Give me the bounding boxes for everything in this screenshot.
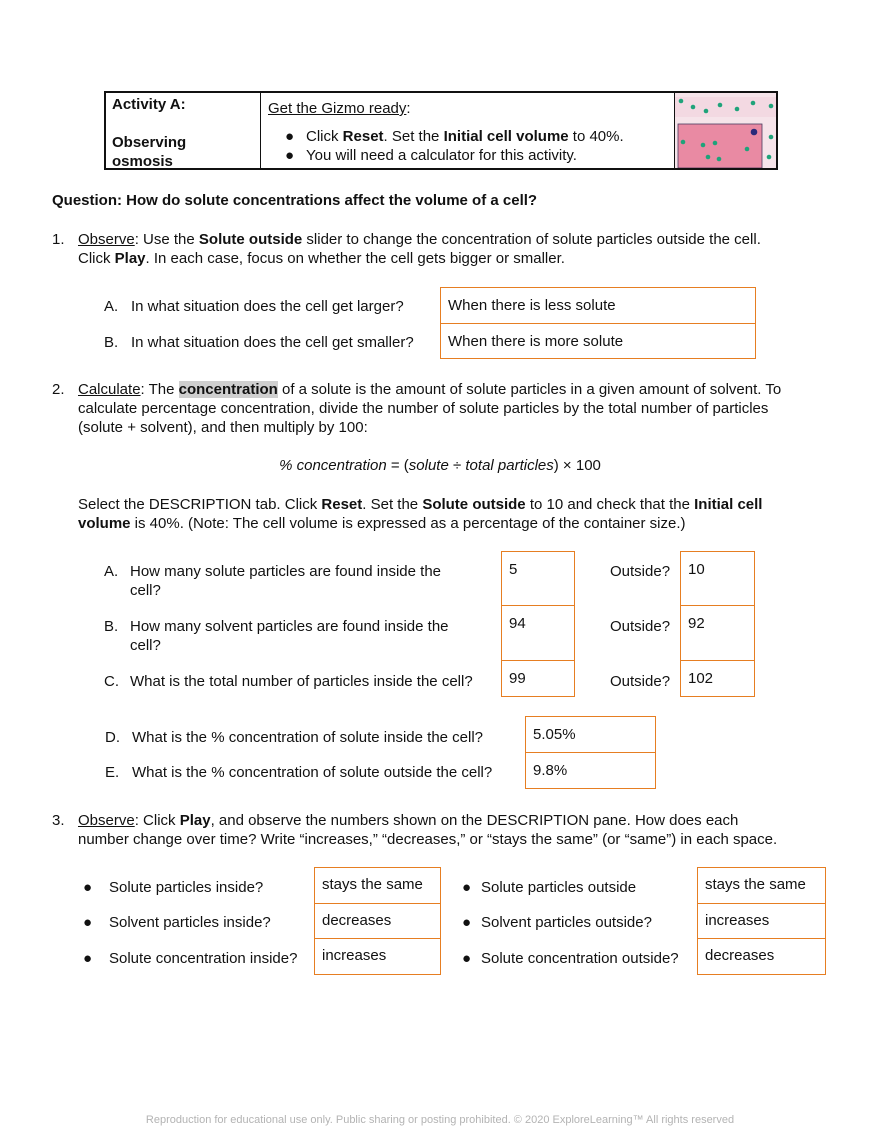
gizmo-ready-heading: Get the Gizmo ready	[268, 100, 407, 117]
instr-text-a: Select the DESCRIPTION tab. Click	[78, 496, 322, 513]
solute-particle	[769, 135, 774, 140]
solute-particle	[704, 109, 709, 114]
bullet-1-text-c: to 40%.	[568, 128, 624, 145]
bullet-glyph: ●	[83, 914, 93, 931]
q2e-answer-field[interactable]: 9.8%	[525, 752, 656, 789]
q2e-letter: E.	[105, 764, 120, 781]
play-emphasis: Play	[179, 812, 211, 829]
q1a-letter: A.	[104, 298, 119, 315]
q2-prompt	[78, 380, 858, 437]
bullet-glyph: ●	[285, 147, 295, 164]
q2-text-line3: (solute + solvent), and then multiply by 100:	[78, 419, 368, 436]
bullet-2-text: You will need a calculator for this activity.	[306, 147, 577, 164]
q2b-text-line1: How many solvent particles are found inside the	[130, 618, 449, 635]
q2c-outside-field[interactable]: 102	[680, 660, 755, 697]
gizmo-thumbnail	[675, 93, 776, 168]
q3-right-answer-1[interactable]: stays the same	[697, 867, 826, 904]
q2-text-line2: calculate percentage concentration, divide the number of solute particles by the total number of particles	[78, 400, 769, 417]
q2b-inside-field[interactable]: 94	[501, 605, 575, 661]
formula-op-divide: ÷	[448, 457, 466, 474]
instruction-bullet-1	[268, 127, 667, 146]
q2b-outside-label: Outside?	[610, 618, 671, 635]
solute-particle	[691, 105, 696, 110]
q3-left-answer-3[interactable]: increases	[314, 938, 441, 975]
q2d-letter: D.	[105, 729, 120, 746]
q1-text-b: slider to change the concentration of solute particles outside the cell.	[302, 231, 761, 248]
q2b-text-line2: cell?	[130, 637, 161, 654]
q2-label: Calculate	[78, 381, 141, 398]
q2a-inside-field[interactable]: 5	[501, 551, 575, 606]
instr-text-c: to 10 and check that the	[525, 496, 695, 513]
solute-particle	[713, 141, 718, 146]
formula-term-concentration: % concentration	[279, 457, 387, 474]
q2e-text: What is the % concentration of solute outside the cell?	[132, 764, 493, 781]
q2a-text	[130, 562, 490, 600]
solute-particle	[679, 99, 684, 104]
q3-right-answer-3[interactable]: decreases	[697, 938, 826, 975]
q1b-answer-field[interactable]: When there is more solute	[440, 323, 756, 359]
activity-subtitle-line2: osmosis	[112, 153, 173, 170]
q2-text-a: : The	[140, 381, 179, 398]
solute-particle	[717, 157, 722, 162]
bullet-glyph: ●	[462, 914, 472, 931]
formula-term-total: total particles	[465, 457, 554, 474]
q2a-outside-field[interactable]: 10	[680, 551, 755, 606]
q2a-outside-label: Outside?	[610, 563, 671, 580]
q2b-letter: B.	[104, 618, 119, 635]
q3-text-b: , and observe the numbers shown on the DESCRIPTION pane. How does each	[210, 812, 739, 829]
solute-particle	[751, 101, 756, 106]
solute-particle	[735, 107, 740, 112]
q2-number: 2.	[52, 381, 65, 398]
solute-particle	[745, 147, 750, 152]
formula-op-multiply: ) × 100	[553, 457, 601, 474]
q1-text-a: : Use the	[134, 231, 199, 248]
bullet-glyph: ●	[285, 128, 295, 145]
q2-instructions	[78, 495, 858, 533]
q3-text-line2: number change over time? Write “increases,” “decreases,” or “stays the same” (or “same”) in each space.	[78, 831, 778, 848]
bullet-1-text-b: . Set the	[383, 128, 444, 145]
formula-term-solute: solute	[408, 457, 449, 474]
bullet-glyph: ●	[462, 950, 472, 967]
main-question: Question: How do solute concentrations affect the volume of a cell?	[52, 192, 538, 209]
solute-particle	[706, 155, 711, 160]
activity-title: Activity A:	[112, 96, 186, 113]
copyright-footer: Reproduction for educational use only. Public sharing or posting prohibited. © 2020 ExploreLearning™ All rights reserved	[145, 1114, 735, 1126]
tracked-particle	[751, 129, 758, 136]
q3-right-answer-2[interactable]: increases	[697, 903, 826, 939]
q2a-text-line1: How many solute particles are found inside the	[130, 563, 442, 580]
solute-particle	[681, 140, 686, 145]
osmosis-cell-illustration	[675, 93, 776, 168]
bullet-glyph: ●	[462, 879, 472, 896]
solute-particle	[767, 155, 772, 160]
q2d-text: What is the % concentration of solute inside the cell?	[132, 729, 484, 746]
q2d-answer-field[interactable]: 5.05%	[525, 716, 656, 754]
q3-left-answer-1[interactable]: stays the same	[314, 867, 441, 904]
initial-cell-volume-emphasis: Initial cell volume	[443, 128, 569, 145]
q3-number: 3.	[52, 812, 65, 829]
q3-label: Observe	[78, 812, 135, 829]
q2c-letter: C.	[104, 673, 119, 690]
q2c-text: What is the total number of particles inside the cell?	[130, 673, 473, 690]
q1-text-d: . In each case, focus on whether the cell gets bigger or smaller.	[145, 250, 565, 267]
initial-cell-emphasis: Initial cell	[694, 496, 763, 513]
q3-left-answer-2[interactable]: decreases	[314, 903, 441, 939]
q2c-outside-label: Outside?	[610, 673, 671, 690]
reset-emphasis: Reset	[342, 128, 384, 145]
cell-body	[678, 124, 762, 168]
q1-prompt	[78, 230, 838, 268]
bullet-1-text-a: Click	[306, 128, 343, 145]
solute-particle	[718, 103, 723, 108]
instruction-bullet-2	[268, 146, 667, 165]
outside-region	[675, 97, 776, 117]
q2c-inside-field[interactable]: 99	[501, 660, 575, 697]
q3-left-item-3: Solute concentration inside?	[109, 950, 298, 967]
bullet-glyph: ●	[83, 879, 93, 896]
reset-emphasis: Reset	[321, 496, 363, 513]
solute-outside-emphasis: Solute outside	[198, 231, 303, 248]
q3-left-item-1: Solute particles inside?	[109, 879, 264, 896]
q1b-text: In what situation does the cell get smaller?	[131, 334, 414, 351]
q2b-text	[130, 617, 490, 655]
q1a-answer-field[interactable]: When there is less solute	[440, 287, 756, 324]
q3-left-item-2: Solvent particles inside?	[109, 914, 271, 931]
q3-prompt	[78, 811, 858, 849]
bullet-glyph: ●	[83, 950, 93, 967]
volume-emphasis: volume	[78, 515, 131, 532]
play-emphasis: Play	[114, 250, 146, 267]
q2a-letter: A.	[104, 563, 119, 580]
concentration-highlight: concentration	[178, 381, 278, 398]
formula-op-equals: = (	[386, 457, 409, 474]
gizmo-ready-colon: :	[406, 100, 411, 117]
q3-right-item-2: Solvent particles outside?	[481, 914, 652, 931]
q2b-outside-field[interactable]: 92	[680, 605, 755, 661]
instr-text-d: is 40%. (Note: The cell volume is expressed as a percentage of the container size.)	[130, 515, 686, 532]
activity-label-cell	[106, 93, 261, 168]
q3-text-a: : Click	[134, 812, 180, 829]
activity-instructions-cell	[261, 93, 675, 168]
concentration-formula	[0, 456, 880, 475]
solute-particle	[701, 143, 706, 148]
q3-right-item-1: Solute particles outside	[481, 879, 637, 896]
q1-text-c: Click	[78, 250, 115, 267]
q2a-text-line2: cell?	[130, 582, 161, 599]
q2-text-b: of a solute is the amount of solute particles in a given amount of solvent. To	[277, 381, 782, 398]
solute-outside-emphasis: Solute outside	[422, 496, 526, 513]
q1-label: Observe	[78, 231, 135, 248]
q1b-letter: B.	[104, 334, 119, 351]
instr-text-b: . Set the	[362, 496, 423, 513]
q1a-text: In what situation does the cell get larger?	[131, 298, 404, 315]
q1-number: 1.	[52, 231, 65, 248]
q3-right-item-3: Solute concentration outside?	[481, 950, 679, 967]
solute-particle	[769, 104, 774, 109]
activity-header-table	[104, 91, 778, 170]
activity-subtitle-line1: Observing	[112, 134, 187, 151]
